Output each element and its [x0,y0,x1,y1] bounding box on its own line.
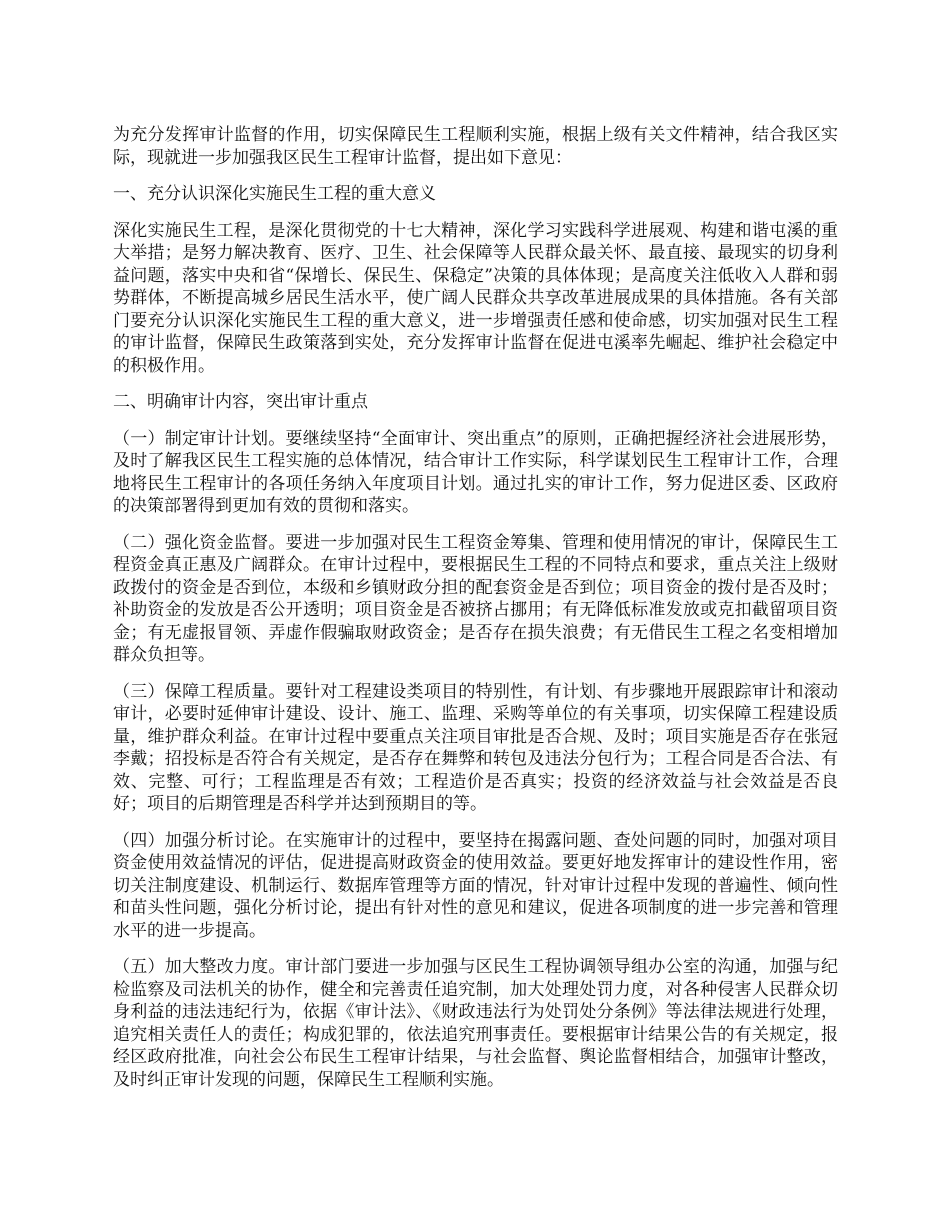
section-1-body: 深化实施民生工程，是深化贯彻党的十七大精神，深化学习实践科学进展观、构建和谐屯溪的重大举措；是努力解决教育、医疗、卫生、社会保障等人民群众最关怀、最直接、最现实的切身利益问题，落实中央和省“保增长、保民生、保稳定”决策的具体体现；是高度关注低收入人群和弱势群体，不断提高城乡居民生活水平，使广阔人民群众共享改革进展成果的具体措施。各有关部门要充分认识深化实施民生工程的重大意义，进一步增强责任感和使命感，切实加强对民生工程的审计监督，保障民生政策落到实处，充分发挥审计监督在促进屯溪率先崛起、维护社会稳定中的积极作用。 [113,220,838,376]
item-1-paragraph: （一）制定审计计划。要继续坚持“全面审计、突出重点”的原则，正确把握经济社会进展形势，及时了解我区民生工程实施的总体情况，结合审计工作实际，科学谋划民生工程审计工作，合理地将民生工程审计的各项任务纳入年度项目计划。通过扎实的审计工作，努力促进区委、区政府的决策部署得到更加有效的贯彻和落实。 [113,428,838,516]
section-2-heading: 二、明确审计内容，突出审计重点 [113,392,368,412]
item-3-paragraph: （三）保障工程质量。要针对工程建设类项目的特别性，有计划、有步骤地开展跟踪审计和滚动审计，必要时延伸审计建设、设计、施工、监理、采购等单位的有关事项，切实保障工程建设质量，维护群众利益。在审计过程中要重点关注项目审批是否合规、及时；项目实施是否存在张冠李戴；招投标是否符合有关规定，是否存在舞弊和转包及违法分包行为；工程合同是否合法、有效、完整、可行；工程监理是否有效；工程造价是否真实；投资的经济效益与社会效益是否良好；项目的后期管理是否科学并达到预期目的等。 [113,681,838,814]
item-5-paragraph: （五）加大整改力度。审计部门要进一步加强与区民生工程协调领导组办公室的沟通，加强与纪检监察及司法机关的协作，健全和完善责任追究制，加大处理处罚力度，对各种侵害人民群众切身利益的违法违纪行为，依据《审计法》、《财政违法行为处罚处分条例》等法律法规进行处理，追究相关责任人的责任；构成犯罪的，依法追究刑事责任。要根据审计结果公告的有关规定，报经区政府批准，向社会公布民生工程审计结果，与社会监督、舆论监督相结合，加强审计整改，及时纠正审计发现的问题，保障民生工程顺利实施。 [113,957,838,1090]
document-page [113,124,838,1105]
item-2-paragraph: （二）强化资金监督。要进一步加强对民生工程资金筹集、管理和使用情况的审计，保障民生工程资金真正惠及广阔群众。在审计过程中，要根据民生工程的不同特点和要求，重点关注上级财政拨付的资金是否到位，本级和乡镇财政分担的配套资金是否到位；项目资金的拨付是否及时；补助资金的发放是否公开透明；项目资金是否被挤占挪用；有无降低标准发放或克扣截留项目资金；有无虚报冒领、弄虚作假骗取财政资金；是否存在损失浪费；有无借民生工程之名变相增加群众负担等。 [113,532,838,665]
section-1-heading: 一、充分认识深化实施民生工程的重大意义 [113,184,436,204]
intro-paragraph: 为充分发挥审计监督的作用，切实保障民生工程顺利实施，根据上级有关文件精神，结合我区实际，现就进一步加强我区民生工程审计监督，提出如下意见： [113,125,838,168]
item-4-paragraph: （四）加强分析讨论。在实施审计的过程中，要坚持在揭露问题、查处问题的同时，加强对项目资金使用效益情况的评估，促进提高财政资金的使用效益。要更好地发挥审计的建设性作用，密切关注制度建设、机制运行、数据库管理等方面的情况，针对审计过程中发现的普遍性、倾向性和苗头性问题，强化分析讨论，提出有针对性的意见和建议，促进各项制度的进一步完善和管理水平的进一步提高。 [113,830,838,941]
